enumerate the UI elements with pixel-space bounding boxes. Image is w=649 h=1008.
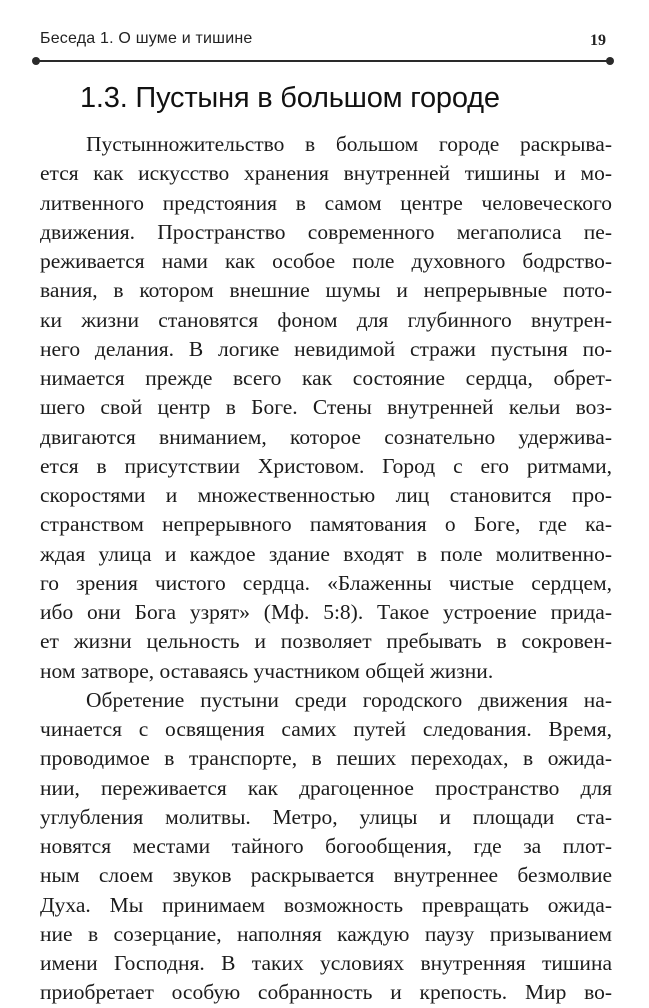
text-line: двигаются вниманием, которое сознательно удержива- xyxy=(40,424,612,449)
text-line: ным слоем звуков раскрывается внутреннее безмолвие xyxy=(40,863,612,888)
text-line: ждая улица и каждое здание входят в поле молитвенно- xyxy=(40,541,612,566)
text-line: Пустынножительство в большом городе раскрыва- xyxy=(86,132,612,156)
text-line: скоростями и множественностью лиц становится про- xyxy=(40,483,612,507)
running-head-title: Беседа 1. О шуме и тишине xyxy=(40,30,253,47)
body-text xyxy=(40,130,612,1008)
page-number: 19 xyxy=(590,32,606,49)
text-line: странством непрерывного памятования о Боге, где ка- xyxy=(40,512,612,537)
text-line: литвенного предстояния в самом центре человеческого xyxy=(40,190,612,215)
text-line: углубления молитвы. Метро, улицы и площади ста- xyxy=(40,804,612,829)
rule-end-dot-right xyxy=(606,57,614,65)
text-line: ние в созерцание, наполняя каждую паузу призыванием xyxy=(40,921,612,946)
text-line: чинается с освящения самих путей следования. Время, xyxy=(40,717,612,741)
running-head xyxy=(40,26,606,56)
text-line: приобретает особую собранность и крепость. Мир во- xyxy=(40,980,612,1005)
text-line: движения. Пространство современного мегаполиса пе- xyxy=(40,219,612,244)
paragraph-2 xyxy=(40,686,612,1008)
text-line: вания, в котором внешние шумы и непрерывные пото- xyxy=(40,278,612,303)
text-line: ется как искусство хранения внутренней тишины и мо- xyxy=(40,161,612,186)
paragraph-1 xyxy=(40,130,612,686)
text-line: нимается прежде всего как состояние сердца, обрет- xyxy=(40,366,612,390)
rule-end-dot-left xyxy=(32,57,40,65)
text-line: ки жизни становятся фоном для глубинного внутрен- xyxy=(40,307,612,332)
text-line: шего свой центр в Боге. Стены внутренней кельи воз- xyxy=(40,395,612,420)
text-line: Духа. Мы принимаем возможность превращать ожида- xyxy=(40,892,612,917)
header-rule xyxy=(36,60,610,62)
text-line: имени Господня. В таких условиях внутренняя тишина xyxy=(40,951,612,975)
text-line: проводимое в транспорте, в пеших переходах, в ожида- xyxy=(40,746,612,771)
text-line: нии, переживается как драгоценное пространство для xyxy=(40,775,612,800)
text-line: ибо они Бога узрят» (Мф. 5:8). Такое устроение прида- xyxy=(40,600,612,624)
text-line: ном затворе, оставаясь участником общей жизни. xyxy=(40,658,494,683)
text-line: го зрения чистого сердца. «Блаженны чистые сердцем, xyxy=(40,570,612,595)
section-heading: 1.3. Пустыня в большом городе xyxy=(80,82,500,114)
text-line: ется в присутствии Христовом. Город с его ритмами, xyxy=(40,453,612,478)
text-line: ет жизни цельность и позволяет пребывать в сокровен- xyxy=(40,629,612,654)
text-line: новятся местами тайного богообщения, где за плот- xyxy=(40,834,612,858)
text-line: Обретение пустыни среди городского движения на- xyxy=(86,687,612,712)
text-line: реживается нами как особое поле духовного бодрство- xyxy=(40,249,612,273)
text-line: него делания. В логике невидимой стражи пустыня по- xyxy=(40,336,612,361)
